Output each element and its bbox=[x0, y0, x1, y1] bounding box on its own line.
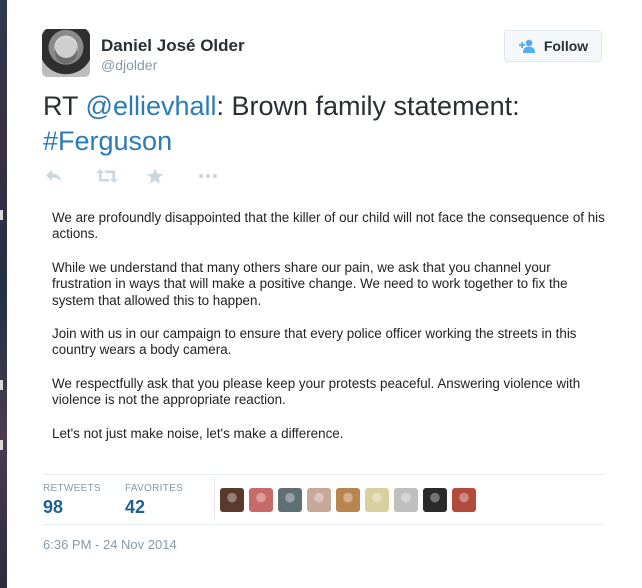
user-avatar-7[interactable] bbox=[394, 488, 418, 512]
retweets-count[interactable]: 98 bbox=[43, 497, 64, 517]
mention-link[interactable]: @ellievhall bbox=[85, 91, 217, 121]
tweet-middle: : Brown family statement: bbox=[216, 91, 520, 121]
statement-paragraph: Join with us in our campaign to ensure that every police officer working the streets in this country wears a body camera. bbox=[52, 326, 577, 358]
favoriter-avatars bbox=[220, 488, 476, 512]
statement-paragraph: While we understand that many others share our pain, we ask that you channel your frustration in ways that will make a positive change. We need to work together to fix the system that allowed this to happen. bbox=[52, 259, 568, 308]
stats-separator bbox=[214, 477, 215, 521]
stats-bottom-divider bbox=[43, 524, 604, 525]
background-fragment bbox=[0, 380, 3, 390]
favorite-icon[interactable] bbox=[146, 168, 170, 184]
retweet-icon[interactable] bbox=[95, 168, 119, 184]
stats-top-divider bbox=[43, 474, 604, 475]
tweet-card bbox=[7, 0, 642, 588]
author-name[interactable]: Daniel José Older bbox=[101, 36, 245, 55]
user-avatar-3[interactable] bbox=[278, 488, 302, 512]
statement-image[interactable] bbox=[52, 210, 612, 459]
tweet-prefix: RT bbox=[43, 91, 86, 121]
tweet-text bbox=[43, 89, 603, 159]
favorites-label[interactable]: FAVORITES bbox=[125, 483, 184, 494]
follow-button[interactable] bbox=[504, 30, 602, 62]
retweets-label[interactable]: RETWEETS bbox=[43, 483, 101, 494]
reply-icon[interactable] bbox=[44, 168, 68, 184]
follow-label: Follow bbox=[543, 38, 589, 54]
background-fragment bbox=[0, 440, 3, 450]
add-user-icon bbox=[518, 39, 536, 53]
more-icon[interactable] bbox=[197, 168, 221, 184]
hashtag-link[interactable]: #Ferguson bbox=[43, 126, 173, 156]
favorites-count[interactable]: 42 bbox=[125, 497, 146, 517]
avatar-face bbox=[55, 38, 77, 64]
background-fragment bbox=[0, 210, 3, 220]
background-edge bbox=[0, 0, 7, 588]
user-avatar-9[interactable] bbox=[452, 488, 476, 512]
statement-paragraph: Let's not just make noise, let's make a difference. bbox=[52, 425, 344, 441]
statement-paragraph: We are profoundly disappointed that the killer of our child will not face the consequence of his actions. bbox=[52, 210, 605, 242]
user-avatar-2[interactable] bbox=[249, 488, 273, 512]
statement-paragraph: We respectfully ask that you please keep your protests peaceful. Answering violence with violence is not the appropriate reaction. bbox=[52, 375, 581, 408]
user-avatar-4[interactable] bbox=[307, 488, 331, 512]
author-avatar[interactable] bbox=[42, 29, 90, 77]
user-avatar-6[interactable] bbox=[365, 488, 389, 512]
user-avatar-8[interactable] bbox=[423, 488, 447, 512]
user-avatar-5[interactable] bbox=[336, 488, 360, 512]
tweet-actions bbox=[44, 168, 221, 184]
tweet-timestamp[interactable]: 6:36 PM - 24 Nov 2014 bbox=[43, 537, 177, 552]
user-avatar-1[interactable] bbox=[220, 488, 244, 512]
author-handle[interactable]: @djolder bbox=[101, 57, 158, 73]
